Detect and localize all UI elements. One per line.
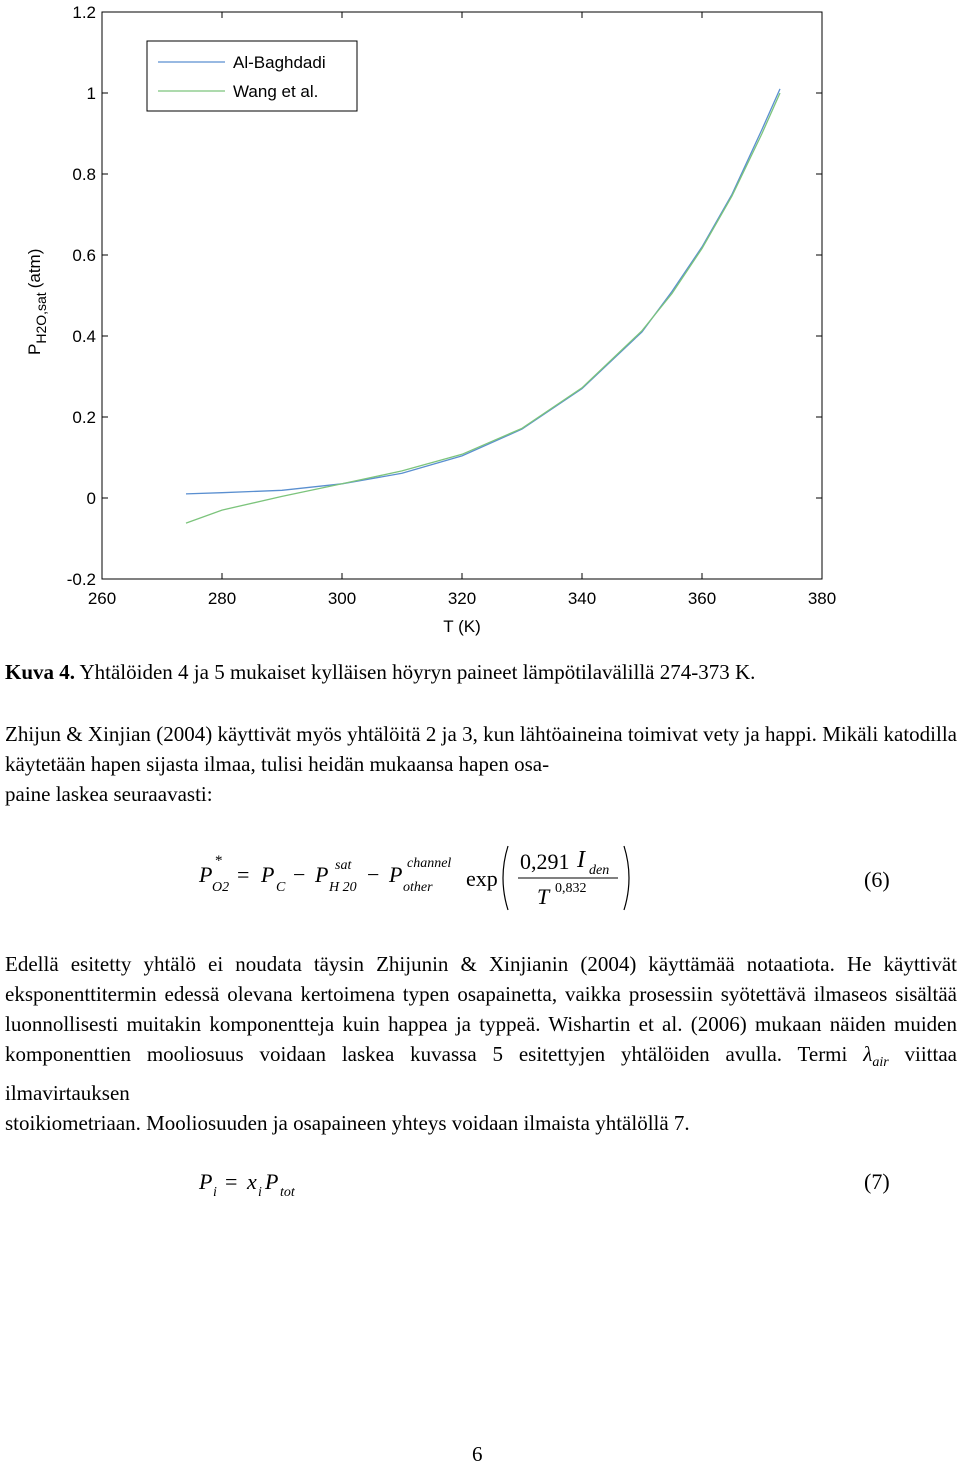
eq7-x: x — [247, 1169, 257, 1194]
eq6-c: C — [276, 880, 286, 895]
figure-caption — [5, 660, 755, 685]
x-tick-label: 360 — [687, 589, 717, 608]
eq6-channel: channel — [407, 856, 452, 871]
eq6-p: P — [199, 862, 213, 887]
legend-label-al-baghdadi: Al-Baghdadi — [233, 53, 326, 72]
paragraph-2-body-a: Edellä esitetty yhtälö ei noudata täysin Zhijunin & Xinjianin (2004) käyttämää notaatiota. He käyttivät eksponenttitermin edessä olevana kertoimena typen osapainetta, vaikka prosessiin syötettävä ilmaseos sisältää luonnollisesti muitakin komponentteja kuin happea ja typpeä. Wishartin et al. (2006) mukaan näiden muiden komponenttien mooliosuus voidaan laskea kuvassa 5 esitettyjen yhtälöiden avulla. Termi — [5, 952, 957, 1066]
legend — [147, 41, 357, 111]
legend-label-wang: Wang et al. — [233, 82, 319, 101]
eq6-numerator-coef: 0,291 — [520, 849, 570, 874]
x-axis-label: T (K) — [443, 617, 481, 636]
eq7-ptot: P — [265, 1169, 279, 1194]
paragraph-1 — [5, 719, 957, 809]
x-tick-label: 320 — [447, 589, 477, 608]
eq6-o2: O2 — [212, 880, 230, 895]
eq6-pchannel: P — [389, 862, 403, 887]
eq6-right-paren — [624, 846, 629, 910]
x-tick-label: 260 — [87, 589, 117, 608]
y-tick-label: 0.8 — [72, 165, 96, 184]
eq6-other: other — [403, 880, 433, 895]
eq6-star: * — [215, 853, 223, 869]
x-tick-label: 380 — [807, 589, 837, 608]
eq7-xi: i — [258, 1185, 262, 1200]
y-tick-label: 0.6 — [72, 246, 96, 265]
eq6-exponent: 0,832 — [555, 881, 587, 896]
eq7-tot: tot — [280, 1185, 295, 1200]
y-tick-label: 0 — [86, 489, 96, 508]
paragraph-2-lambda: λ — [863, 1042, 873, 1066]
y-tick-label: 1 — [86, 84, 96, 103]
y-axis-label-unit: (atm) — [25, 248, 44, 289]
paragraph-2-body-b: viittaa ilmavirtauksen — [5, 1042, 957, 1106]
eq6-sat: sat — [335, 858, 352, 873]
paragraph-2-air: air — [872, 1055, 889, 1071]
eq7-i: i — [213, 1185, 217, 1200]
y-tick-label: 1.2 — [72, 3, 96, 22]
y-axis-label-sub: H2O,sat — [33, 292, 49, 344]
eq6-den: den — [589, 863, 610, 878]
figure-caption-text: Yhtälöiden 4 ja 5 mukaiset kylläisen höyryn paineet lämpötilavälillä 274-373 K. — [75, 660, 756, 684]
eq7-equals: = — [225, 1169, 238, 1194]
eq6-equals: = — [237, 862, 250, 887]
figure-caption-label: Kuva 4. — [5, 660, 76, 684]
paragraph-1-body: Zhijun & Xinjian (2004) käyttivät myös yhtälöitä 2 ja 3, kun lähtöaineina toimivat vety ja happi. Mikäli katodilla käytetään hapen sijasta ilmaa, tulisi heidän mukaansa hapen osa- — [5, 722, 957, 776]
eq6-left-paren — [503, 846, 508, 910]
y-tick-label: -0.2 — [66, 570, 96, 589]
eq6-pc: P — [261, 862, 275, 887]
eq6-minus-1: − — [293, 862, 306, 887]
x-tick-label: 340 — [567, 589, 597, 608]
eq6-minus-2: − — [367, 862, 380, 887]
eq7-p: P — [199, 1169, 213, 1194]
paragraph-2-last: stoikiometriaan. Mooliosuuden ja osapaineen yhteys voidaan ilmaista yhtälöllä 7. — [5, 1111, 690, 1136]
eq6-number: (6) — [864, 867, 890, 892]
y-tick-label: 0.4 — [72, 327, 96, 346]
x-tick-label: 280 — [207, 589, 237, 608]
y-axis-label — [25, 249, 49, 355]
eq6-psat: P — [315, 862, 329, 887]
eq6-i: I — [577, 847, 585, 873]
eq6-h20: H 20 — [329, 880, 357, 895]
svg-text:PH2O,sat(atm) — [25, 249, 49, 355]
paragraph-1-last: paine laskea seuraavasti: — [5, 782, 213, 806]
eq6-exp: exp — [466, 866, 498, 891]
vapor-pressure-chart — [0, 0, 960, 650]
page-number: 6 — [472, 1442, 483, 1466]
paragraph-2 — [5, 949, 957, 1138]
y-tick-label: 0.2 — [72, 408, 96, 427]
x-tick-label: 300 — [327, 589, 357, 608]
eq6-t: T — [537, 884, 550, 909]
y-axis-label-p: P — [25, 343, 44, 355]
eq7-number: (7) — [864, 1169, 890, 1194]
